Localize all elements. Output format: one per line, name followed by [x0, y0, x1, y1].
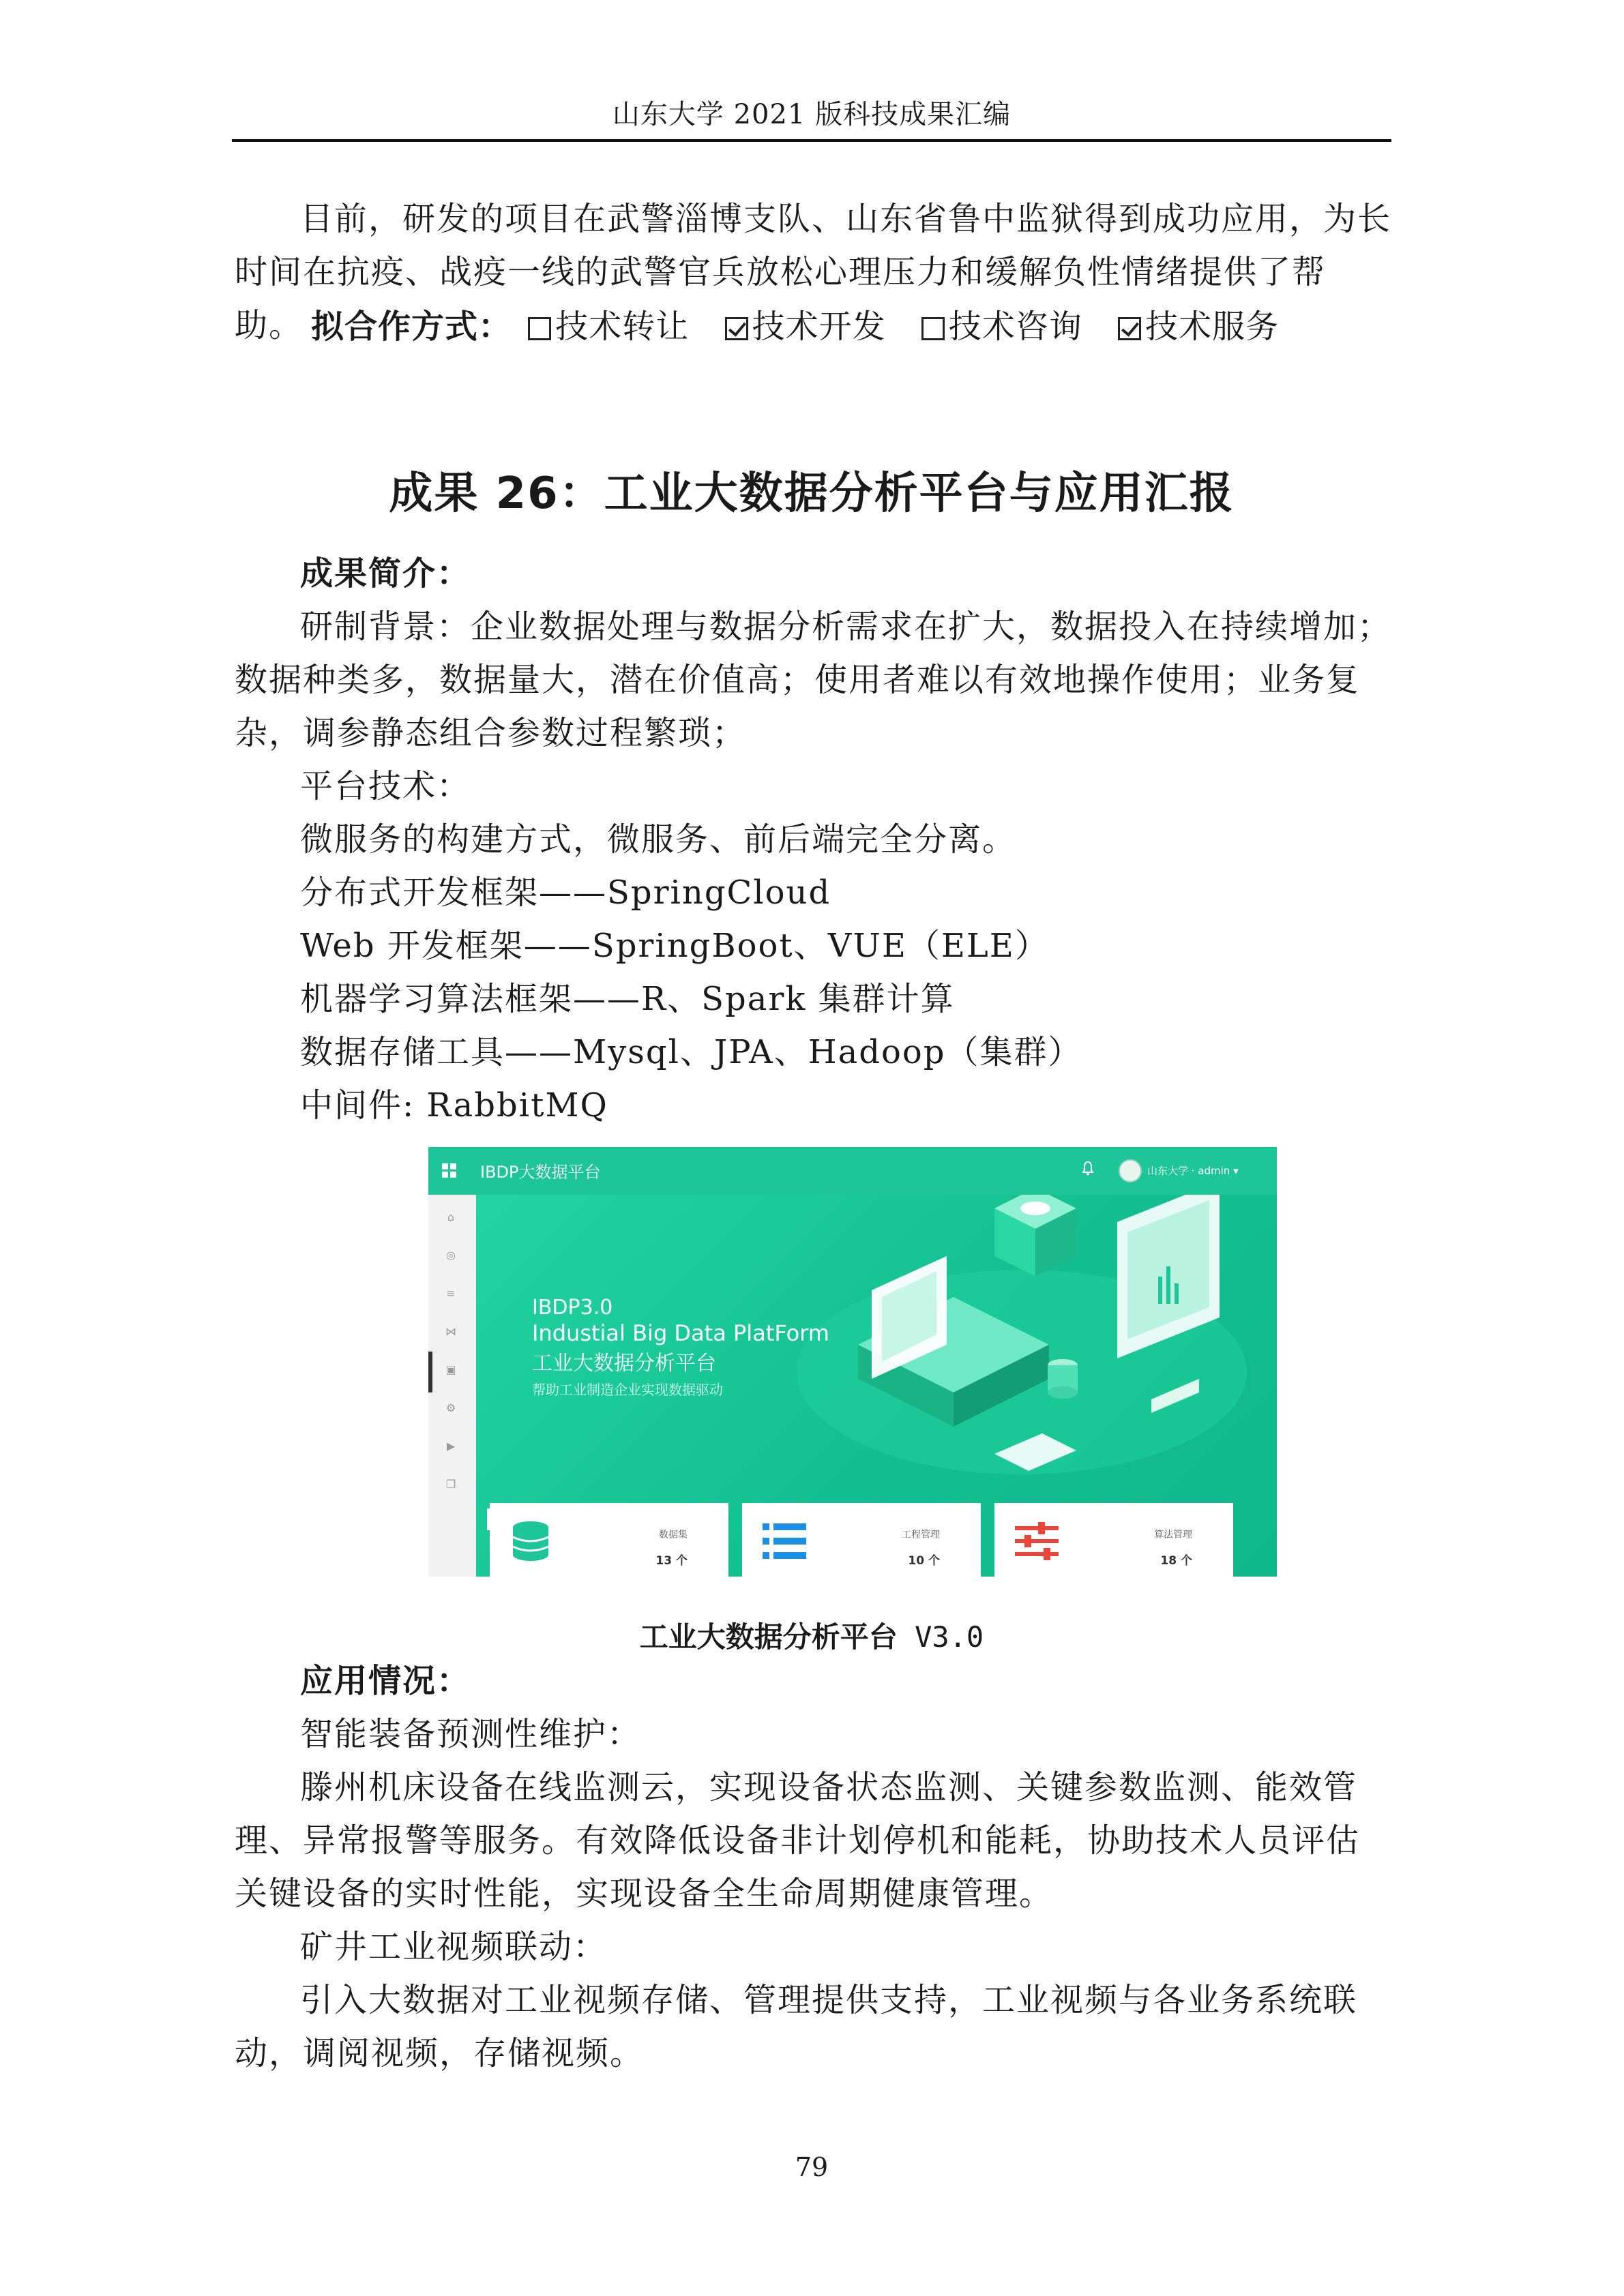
stat-value: 18 个: [1160, 1554, 1192, 1568]
cooperation-line: [311, 300, 1303, 353]
database-nav-icon[interactable]: ◎: [446, 1249, 456, 1262]
stat-card-algorithms[interactable]: [994, 1503, 1233, 1577]
stat-card-datasets[interactable]: [490, 1503, 728, 1577]
stat-card-projects[interactable]: [742, 1503, 981, 1577]
tech-line: Web 开发框架——SpringBoot、VUE（ELE）: [300, 927, 1049, 965]
checkbox-checked-icon: [1118, 317, 1141, 340]
grid-menu-icon[interactable]: [442, 1163, 457, 1178]
cooperation-option-transfer: 技术转让: [528, 308, 689, 346]
figure-caption: [232, 1615, 1391, 1656]
video-nav-icon[interactable]: ▶: [446, 1440, 456, 1452]
stat-label: 算法管理: [1154, 1530, 1192, 1540]
summary-heading: 成果简介：: [300, 554, 471, 593]
page-header-title: 山东大学 2021 版科技成果汇编: [612, 99, 1012, 130]
sliders-icon: [1015, 1522, 1059, 1560]
stat-label: 数据集: [659, 1530, 688, 1540]
tech-line: 分布式开发框架——SpringCloud: [300, 874, 831, 912]
list-icon: [763, 1522, 806, 1560]
background-paragraph: 研制背景：企业数据处理与数据分析需求在扩大，数据投入在持续增加；数据种类多，数据量大，潜在价值高；使用者难以有效地操作使用；业务复杂，调参静态组合参数过程繁琐；: [235, 608, 1392, 752]
application-subheading: 矿井工业视频联动：: [300, 1928, 608, 1966]
checkbox-unchecked-icon: [528, 317, 551, 340]
tech-line: 数据存储工具——Mysql、JPA、Hadoop（集群）: [300, 1033, 1082, 1071]
banner-version: IBDP3.0: [532, 1296, 613, 1320]
app-title: IBDP大数据平台: [480, 1163, 601, 1182]
page-number: 79: [795, 2152, 829, 2182]
sidebar: [428, 1195, 477, 1577]
tech-line: 微服务的构建方式，微服务、前后端完全分离。: [300, 820, 1017, 859]
cooperation-option-consulting: 技术咨询: [921, 308, 1082, 346]
tech-line: 中间件: RabbitMQ: [300, 1086, 608, 1124]
header-rule: [232, 139, 1391, 142]
banner-subtitle: 帮助工业制造企业实现数据驱动: [532, 1382, 723, 1398]
home-icon[interactable]: ⌂: [447, 1210, 455, 1223]
copy-nav-icon[interactable]: ❐: [445, 1478, 456, 1491]
app-bar: [428, 1147, 1277, 1195]
application-subheading: 智能装备预测性维护：: [300, 1715, 642, 1753]
checkbox-checked-icon: [725, 317, 748, 340]
caption-title: 工业大数据分析平台: [639, 1620, 898, 1654]
application-heading: 应用情况：: [300, 1662, 471, 1700]
bell-icon[interactable]: [1082, 1161, 1094, 1176]
tech-line: 平台技术：: [300, 767, 471, 805]
stat-label: 工程管理: [902, 1530, 940, 1540]
application-paragraph: 滕州机床设备在线监测云，实现设备状态监测、关键参数监测、能效管理、异常报警等服务。有效降低设备非计划停机和能耗，协助技术人员评估关键设备的实时性能，实现设备全生命周期健康管理。: [235, 1768, 1361, 1913]
list-nav-icon[interactable]: ≡: [446, 1287, 456, 1300]
cooperation-option-service: 技术服务: [1118, 308, 1279, 346]
intro-paragraph: 目前，研发的项目在武警淄博支队、山东省鲁中监狱得到成功应用，为长时间在抗疫、战疫一线的武警官兵放松心理压力和缓解负性情绪提供了帮助。: [235, 200, 1392, 344]
checkbox-unchecked-icon: [921, 317, 945, 340]
cooperation-label: 拟合作方式：: [311, 308, 512, 346]
avatar[interactable]: [1119, 1159, 1142, 1182]
sidebar-scroll-indicator: [428, 1352, 432, 1392]
caption-version: V3.0: [897, 1620, 984, 1654]
section-title: 成果 26：工业大数据分析平台与应用汇报: [389, 468, 1235, 519]
stat-value: 10 个: [908, 1554, 940, 1568]
banner-chinese-title: 工业大数据分析平台: [532, 1352, 716, 1375]
share-nav-icon[interactable]: ⋈: [445, 1325, 456, 1338]
database-icon: [509, 1519, 552, 1563]
settings-nav-icon[interactable]: ⚙: [445, 1401, 456, 1414]
platform-screenshot: [428, 1147, 1277, 1577]
tech-line: 机器学习算法框架——R、Spark 集群计算: [300, 980, 955, 1018]
cooperation-option-development: 技术开发: [725, 308, 886, 346]
banner-english-title: Industial Big Data PlatForm: [532, 1320, 829, 1346]
storage-nav-icon[interactable]: ▣: [445, 1363, 456, 1376]
user-menu[interactable]: 山东大学 · admin ▾: [1147, 1165, 1239, 1177]
stat-value: 13 个: [655, 1554, 688, 1568]
application-paragraph: 引入大数据对工业视频存储、管理提供支持，工业视频与各业务系统联动，调阅视频，存储视频。: [235, 1981, 1358, 2072]
